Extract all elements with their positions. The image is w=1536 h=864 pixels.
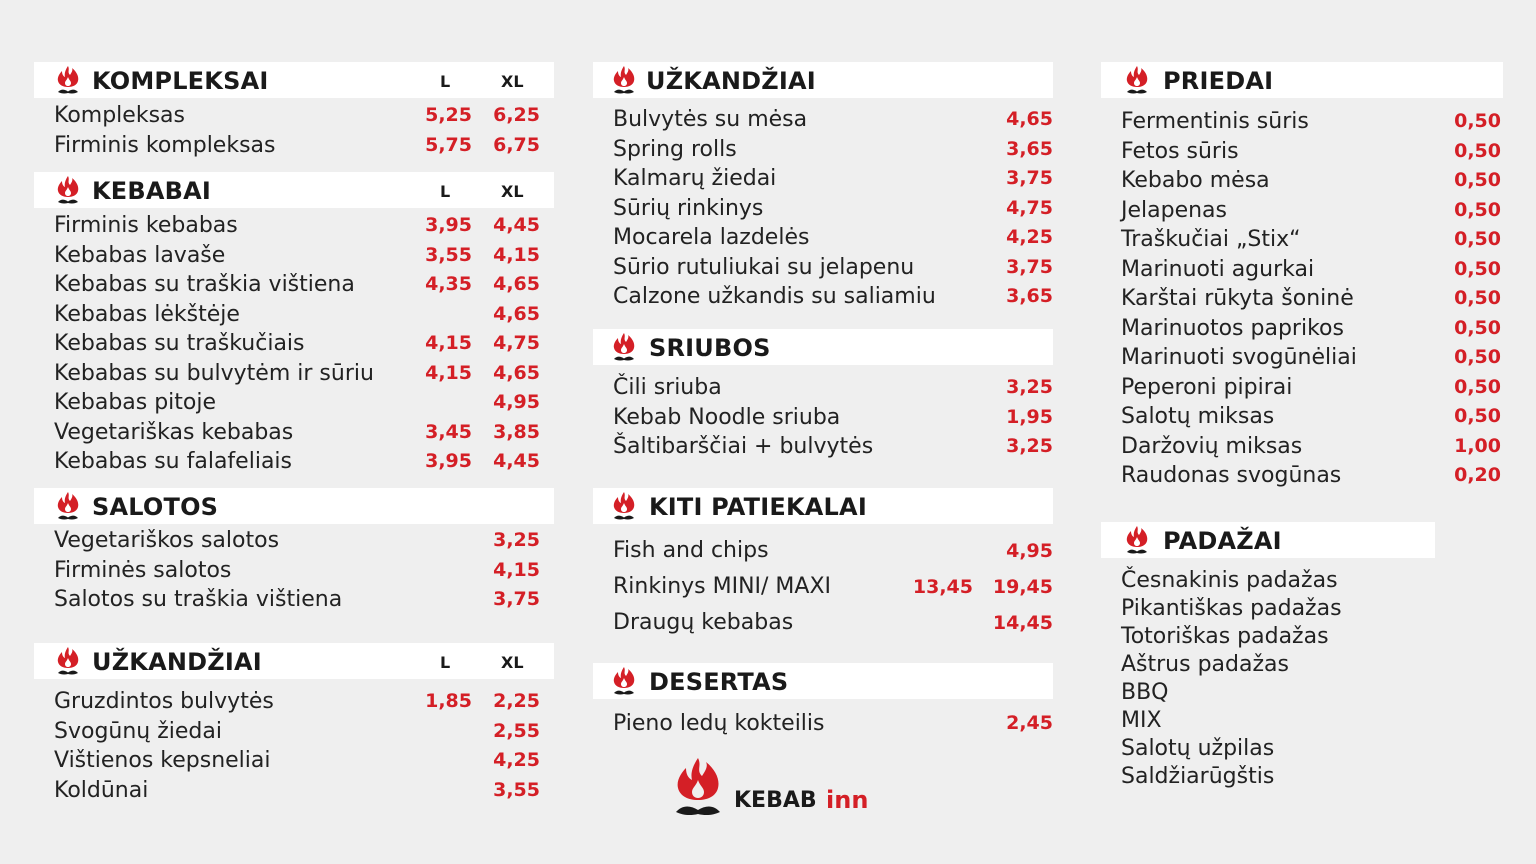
menu-item [593, 135, 1053, 165]
section-desertas [593, 663, 1053, 736]
size-xl-label: XL [501, 72, 524, 91]
menu-item-name: Aštrus padažas [1121, 652, 1289, 677]
menu-item-name: Bulvytės su mėsa [613, 107, 808, 132]
price-xl: 4,65 [493, 361, 540, 384]
price: 2,45 [1006, 712, 1053, 734]
price: 3,65 [1006, 137, 1053, 160]
section-uzkandziai-1 [34, 643, 554, 803]
menu-item [1101, 567, 1435, 595]
price-l: 1,85 [425, 690, 472, 712]
section-title: UŽKANDŽIAI [646, 67, 816, 95]
menu-item [1101, 166, 1503, 196]
menu-item-name: Traškučiai „Stix“ [1121, 227, 1301, 252]
price: 0,50 [1454, 169, 1501, 191]
menu-item [593, 432, 1053, 462]
menu-item-name: Jelapenas [1121, 197, 1228, 223]
price-xl: 6,25 [493, 104, 540, 126]
menu-item [1101, 225, 1503, 255]
flame-icon [54, 65, 82, 97]
price-l: 4,15 [425, 332, 472, 354]
menu-item-name: Spring rolls [613, 136, 737, 162]
menu-item [1101, 623, 1435, 651]
size-l-label: L [440, 182, 451, 201]
price: 0,50 [1454, 139, 1501, 162]
size-xl-label: XL [501, 182, 524, 201]
menu-item [34, 585, 554, 615]
price: 4,95 [1006, 540, 1053, 562]
menu-item-name: BBQ [1121, 680, 1169, 705]
menu-item [34, 329, 554, 359]
price: 3,25 [1006, 376, 1053, 398]
price-l: 3,55 [425, 243, 472, 266]
menu-item [34, 526, 554, 556]
flame-logo-icon [670, 750, 726, 826]
section-header [593, 663, 1053, 699]
menu-item-name: Koldūnai [54, 777, 149, 803]
price-xl: 4,65 [493, 302, 540, 325]
menu-item-name: Marinuoti svogūnėliai [1121, 345, 1357, 370]
menu-item-name: Fish and chips [613, 538, 769, 563]
price: 3,25 [1006, 435, 1053, 457]
price-l: 4,15 [425, 361, 472, 384]
price-xl: 4,65 [493, 273, 540, 295]
price: 0,50 [1454, 316, 1501, 339]
menu-item-name: Kebabas lavaše [54, 242, 226, 268]
price-xl: 3,85 [493, 420, 540, 443]
menu-item [1101, 314, 1503, 344]
menu-item-name: Saldžiarūgštis [1121, 764, 1275, 789]
menu-item-name: Kebabas su traškučiais [54, 331, 305, 356]
section-header [34, 62, 554, 98]
section-salotos [34, 488, 554, 612]
menu-item [34, 131, 554, 161]
menu-item [593, 709, 1053, 739]
menu-item [34, 717, 554, 747]
menu-item-name: Česnakinis padažas [1121, 568, 1338, 593]
section-title: DESERTAS [649, 668, 789, 696]
section-header [34, 643, 554, 679]
price: 0,50 [1454, 110, 1501, 132]
price: 4,25 [1006, 226, 1053, 248]
flame-icon [54, 646, 82, 678]
menu-item-name: Kebabas lėkštėje [54, 301, 240, 327]
menu-item-name: Vegetariškos salotos [54, 528, 280, 553]
price: 14,45 [992, 612, 1053, 634]
menu-item [593, 373, 1053, 403]
section-title: KEBABAI [92, 177, 212, 205]
price-l: 5,25 [425, 104, 472, 126]
price-xl: 2,25 [493, 690, 540, 712]
size-xl-label: XL [501, 653, 524, 672]
menu-item-name: Gruzdintos bulvytės [54, 689, 274, 714]
menu-item [1101, 284, 1503, 314]
menu-item [34, 388, 554, 418]
price: 4,75 [1006, 196, 1053, 219]
menu-item [34, 556, 554, 586]
menu-item-name: Pieno ledų kokteilis [613, 711, 825, 736]
section-priedai [1101, 62, 1503, 488]
menu-item-name: Firminės salotos [54, 557, 232, 583]
price: 1,00 [1454, 434, 1501, 457]
menu-item-name: Kebabas su traškia vištiena [54, 272, 355, 297]
menu-item-name: Pikantiškas padažas [1121, 596, 1342, 621]
menu-item [34, 359, 554, 389]
price: 0,50 [1454, 405, 1501, 427]
section-header [593, 329, 1053, 365]
price-l: 3,95 [425, 450, 472, 472]
price-xl: 3,55 [493, 778, 540, 801]
menu-item [34, 300, 554, 330]
flame-icon [610, 65, 638, 97]
menu-item [1101, 196, 1503, 226]
price-xl: 4,75 [493, 332, 540, 354]
price: 0,50 [1454, 375, 1501, 398]
menu-item [593, 223, 1053, 253]
section-uzkandziai-2 [593, 62, 1053, 309]
menu-item [593, 105, 1053, 135]
price: 0,50 [1454, 287, 1501, 309]
price: 0,20 [1454, 464, 1501, 486]
brand-name-word2: inn [826, 786, 869, 814]
price-xl: 3,25 [493, 529, 540, 551]
menu-item [1101, 373, 1503, 403]
menu-item-name: Calzone užkandis su saliamiu [613, 284, 936, 309]
menu-item-name: Salotos su traškia vištiena [54, 587, 343, 612]
price-xl: 4,45 [493, 214, 540, 236]
menu-item-name: Šaltibarščiai + bulvytės [613, 434, 874, 459]
section-title: PADAŽAI [1163, 527, 1282, 555]
menu-item [34, 746, 554, 776]
menu-item [593, 194, 1053, 224]
price-l: 4,35 [425, 273, 472, 295]
flame-icon [610, 332, 638, 364]
menu-item-name: Kebab Noodle sriuba [613, 404, 841, 430]
menu-item-name: Kebabas su falafeliais [54, 449, 292, 474]
menu-item-name: Kebabas su bulvytėm ir sūriu [54, 360, 374, 386]
price-l: 3,95 [425, 214, 472, 236]
menu-item [1101, 651, 1435, 679]
menu-item-name: Čili sriuba [613, 375, 722, 400]
menu-item [593, 569, 1053, 605]
brand-logo [670, 750, 870, 830]
size-l-label: L [440, 72, 451, 91]
price: 0,50 [1454, 228, 1501, 250]
section-title: PRIEDAI [1163, 67, 1274, 95]
menu-item-name: Fetos sūris [1121, 138, 1239, 164]
section-title: KITI PATIEKALAI [649, 493, 867, 521]
menu-item [1101, 707, 1435, 735]
menu-item [1101, 432, 1503, 462]
menu-item [34, 447, 554, 477]
section-kompleksai [34, 62, 554, 158]
price-xl: 4,45 [493, 450, 540, 472]
menu-item [1101, 679, 1435, 707]
menu-item [34, 101, 554, 131]
price: 3,75 [1006, 255, 1053, 278]
menu-item-name: Raudonas svogūnas [1121, 463, 1342, 488]
price: 1,95 [1006, 405, 1053, 428]
menu-item-name: Sūrio rutuliukai su jelapenu [613, 254, 915, 280]
menu-item-name: Peperoni pipirai [1121, 374, 1293, 400]
section-header [1101, 522, 1435, 558]
section-header [1101, 62, 1503, 98]
menu-item-name: Salotų miksas [1121, 404, 1275, 429]
section-padazai [1101, 522, 1435, 789]
menu-item [593, 164, 1053, 194]
menu-item-name: Draugų kebabas [613, 610, 794, 635]
menu-item-name: Rinkinys MINI/ MAXI [613, 574, 832, 599]
menu-item-name: Totoriškas padažas [1121, 624, 1329, 649]
menu-item-name: Marinuotos paprikos [1121, 315, 1344, 341]
menu-item [1101, 735, 1435, 763]
price: 19,45 [992, 576, 1053, 598]
section-sriubos [593, 329, 1053, 459]
menu-item-name: Daržovių miksas [1121, 433, 1303, 459]
price: 0,50 [1454, 257, 1501, 280]
menu-item [593, 533, 1053, 569]
menu-item-name: Marinuoti agurkai [1121, 256, 1315, 282]
price-mini: 13,45 [912, 576, 973, 598]
section-title: UŽKANDŽIAI [92, 648, 262, 676]
menu-item-name: Sūrių rinkinys [613, 195, 764, 221]
menu-item-name: Kebabo mėsa [1121, 168, 1270, 193]
flame-icon [54, 491, 82, 523]
menu-item [593, 282, 1053, 312]
price-xl: 3,75 [493, 588, 540, 610]
section-title: SRIUBOS [649, 334, 771, 362]
menu-item-name: Firminis kebabas [54, 213, 238, 238]
menu-item-name: Firminis kompleksas [54, 132, 276, 158]
menu-item-name: Vegetariškas kebabas [54, 419, 294, 445]
flame-icon [610, 491, 638, 523]
section-header [593, 488, 1053, 524]
section-header [593, 62, 1053, 98]
price-l: 3,45 [425, 420, 472, 443]
price-xl: 4,25 [493, 749, 540, 771]
menu-item [593, 253, 1053, 283]
menu-item [1101, 763, 1435, 791]
menu-item [593, 403, 1053, 433]
flame-icon [54, 175, 82, 207]
menu-item [34, 687, 554, 717]
price: 3,75 [1006, 167, 1053, 189]
section-title: KOMPLEKSAI [92, 67, 269, 95]
menu-item [34, 270, 554, 300]
flame-icon [610, 666, 638, 698]
menu-item [34, 241, 554, 271]
menu-item-name: Mocarela lazdelės [613, 225, 810, 250]
menu-item [34, 211, 554, 241]
menu-item-name: Salotų užpilas [1121, 736, 1275, 761]
section-header [34, 488, 554, 524]
section-header [34, 172, 554, 208]
flame-icon [1123, 525, 1151, 557]
menu-item-name: Kompleksas [54, 103, 185, 128]
menu-item-name: Karštai rūkyta šoninė [1121, 286, 1354, 311]
menu-item-name: Vištienos kepsneliai [54, 748, 271, 773]
menu-item [1101, 107, 1503, 137]
price-xl: 4,95 [493, 391, 540, 413]
menu-item-name: MIX [1121, 708, 1162, 733]
section-kiti-patiekalai [593, 488, 1053, 635]
menu-item [34, 776, 554, 806]
menu-item [1101, 461, 1503, 491]
price-l: 5,75 [425, 133, 472, 156]
price-xl: 4,15 [493, 558, 540, 581]
price-xl: 4,15 [493, 243, 540, 266]
price-xl: 6,75 [493, 133, 540, 156]
menu-item [34, 418, 554, 448]
menu-item [1101, 595, 1435, 623]
size-l-label: L [440, 653, 451, 672]
section-title: SALOTOS [92, 493, 219, 521]
menu-item [593, 605, 1053, 641]
price: 4,65 [1006, 108, 1053, 130]
price: 3,65 [1006, 285, 1053, 307]
brand-name-word1: KEBAB [734, 788, 817, 813]
menu-item-name: Kebabas pitoje [54, 390, 217, 415]
menu-item-name: Kalmarų žiedai [613, 166, 777, 191]
price: 0,50 [1454, 198, 1501, 221]
flame-icon [1123, 65, 1151, 97]
menu-item [1101, 343, 1503, 373]
price-xl: 2,55 [493, 719, 540, 742]
section-kebabai [34, 172, 554, 474]
price: 0,50 [1454, 346, 1501, 368]
menu-item [1101, 137, 1503, 167]
menu-item [1101, 255, 1503, 285]
menu-item [1101, 402, 1503, 432]
menu-item-name: Svogūnų žiedai [54, 718, 222, 744]
menu-item-name: Fermentinis sūris [1121, 109, 1309, 134]
